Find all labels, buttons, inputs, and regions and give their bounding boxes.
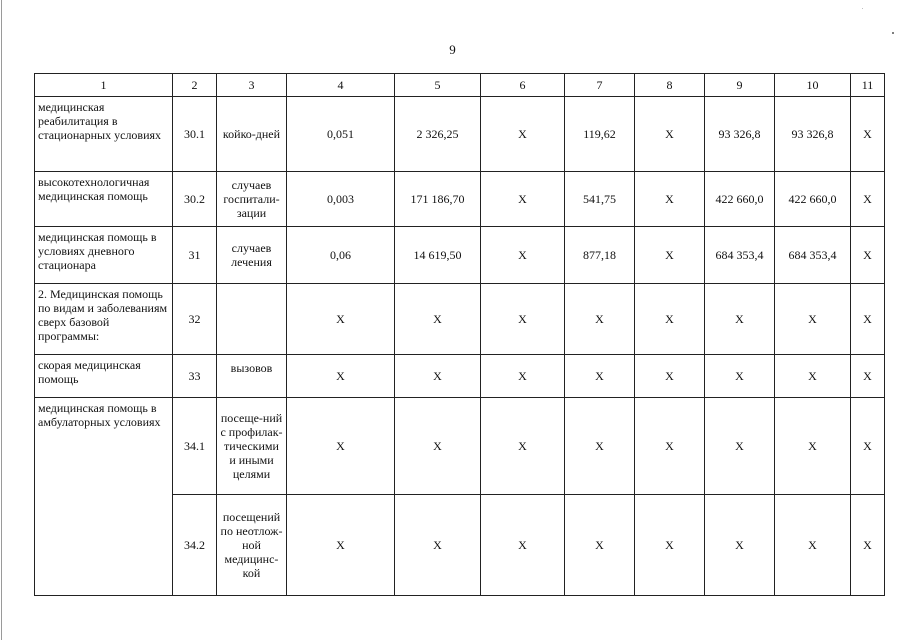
cell-col-6: Х: [481, 227, 565, 284]
row-name: медицинская реабилитация в стационарных условиях: [35, 97, 173, 172]
cell-col-7: Х: [565, 355, 635, 398]
cell-col-6: Х: [481, 172, 565, 227]
cell-col-5: Х: [395, 495, 481, 596]
row-unit: случаев лечения: [217, 227, 287, 284]
cell-col-7: Х: [565, 495, 635, 596]
row-name: высокотехнологичная медицинская помощь: [35, 172, 173, 227]
row-code: 34.2: [173, 495, 217, 596]
cell-col-10: Х: [775, 495, 851, 596]
row-name: скорая медицинская помощь: [35, 355, 173, 398]
cell-col-6: Х: [481, 284, 565, 355]
cell-col-8: Х: [635, 495, 705, 596]
row-unit: посещений по неотлож-ной медицинс-кой: [217, 495, 287, 596]
cell-col-9: 684 353,4: [705, 227, 775, 284]
column-header: 10: [775, 74, 851, 97]
cell-col-9: Х: [705, 495, 775, 596]
cell-col-9: 93 326,8: [705, 97, 775, 172]
table-row: [35, 355, 885, 398]
row-code: 31: [173, 227, 217, 284]
table-row: [35, 172, 885, 227]
cell-col-7: 541,75: [565, 172, 635, 227]
cell-col-7: 119,62: [565, 97, 635, 172]
column-header: 11: [851, 74, 885, 97]
scan-speck: [892, 32, 894, 34]
cell-col-8: Х: [635, 355, 705, 398]
cell-col-4: Х: [287, 284, 395, 355]
row-code: 30.2: [173, 172, 217, 227]
row-code: 34.1: [173, 398, 217, 495]
cell-col-7: Х: [565, 398, 635, 495]
row-code: 33: [173, 355, 217, 398]
cell-col-9: 422 660,0: [705, 172, 775, 227]
cell-col-10: Х: [775, 355, 851, 398]
cell-col-11: Х: [851, 284, 885, 355]
cell-col-6: Х: [481, 97, 565, 172]
row-unit: [217, 284, 287, 355]
cell-col-4: 0,003: [287, 172, 395, 227]
row-code: 30.1: [173, 97, 217, 172]
cell-col-4: 0,06: [287, 227, 395, 284]
cell-col-11: Х: [851, 227, 885, 284]
cell-col-11: Х: [851, 495, 885, 596]
cell-col-5: Х: [395, 398, 481, 495]
cell-col-7: Х: [565, 284, 635, 355]
scan-speck: [862, 8, 863, 9]
cell-col-8: Х: [635, 97, 705, 172]
row-unit: посеще-ний с профилак-тическими и иными целями: [217, 398, 287, 495]
column-header: 3: [217, 74, 287, 97]
column-header: 7: [565, 74, 635, 97]
cell-col-4: Х: [287, 355, 395, 398]
cell-col-5: 171 186,70: [395, 172, 481, 227]
column-header: 1: [35, 74, 173, 97]
cell-col-5: 14 619,50: [395, 227, 481, 284]
table-row: [35, 284, 885, 355]
cell-col-11: Х: [851, 355, 885, 398]
cell-col-7: 877,18: [565, 227, 635, 284]
column-header: 4: [287, 74, 395, 97]
cell-col-8: Х: [635, 172, 705, 227]
row-name: 2. Медицинская помощь по видам и заболеваниям сверх базовой программы:: [35, 284, 173, 355]
table-row: [35, 398, 885, 495]
cell-col-9: Х: [705, 355, 775, 398]
column-header: 9: [705, 74, 775, 97]
cell-col-8: Х: [635, 227, 705, 284]
cell-col-10: 93 326,8: [775, 97, 851, 172]
cell-col-10: Х: [775, 284, 851, 355]
cell-col-10: 422 660,0: [775, 172, 851, 227]
cell-col-6: Х: [481, 398, 565, 495]
cell-col-5: Х: [395, 355, 481, 398]
column-header-row: [35, 74, 885, 97]
cell-col-4: 0,051: [287, 97, 395, 172]
cell-col-6: Х: [481, 495, 565, 596]
cell-col-4: Х: [287, 398, 395, 495]
column-header: 8: [635, 74, 705, 97]
row-unit: вызовов: [217, 355, 287, 398]
table-row: [35, 97, 885, 172]
cell-col-8: Х: [635, 284, 705, 355]
data-table: [34, 73, 885, 596]
cell-col-4: Х: [287, 495, 395, 596]
cell-col-5: Х: [395, 284, 481, 355]
column-header: 2: [173, 74, 217, 97]
row-unit: койко-дней: [217, 97, 287, 172]
cell-col-11: Х: [851, 172, 885, 227]
page-number: 9: [449, 42, 456, 57]
cell-col-10: 684 353,4: [775, 227, 851, 284]
table-row: [35, 227, 885, 284]
cell-col-6: Х: [481, 355, 565, 398]
cell-col-10: Х: [775, 398, 851, 495]
cell-col-9: Х: [705, 398, 775, 495]
cell-col-8: Х: [635, 398, 705, 495]
row-unit: случаев госпитали-зации: [217, 172, 287, 227]
column-header: 5: [395, 74, 481, 97]
row-name: медицинская помощь в условиях дневного стационара: [35, 227, 173, 284]
cell-col-11: Х: [851, 97, 885, 172]
scan-edge-line: [1, 0, 2, 640]
row-code: 32: [173, 284, 217, 355]
column-header: 6: [481, 74, 565, 97]
row-name: медицинская помощь в амбулаторных условиях: [35, 398, 173, 596]
cell-col-5: 2 326,25: [395, 97, 481, 172]
cell-col-11: Х: [851, 398, 885, 495]
cell-col-9: Х: [705, 284, 775, 355]
